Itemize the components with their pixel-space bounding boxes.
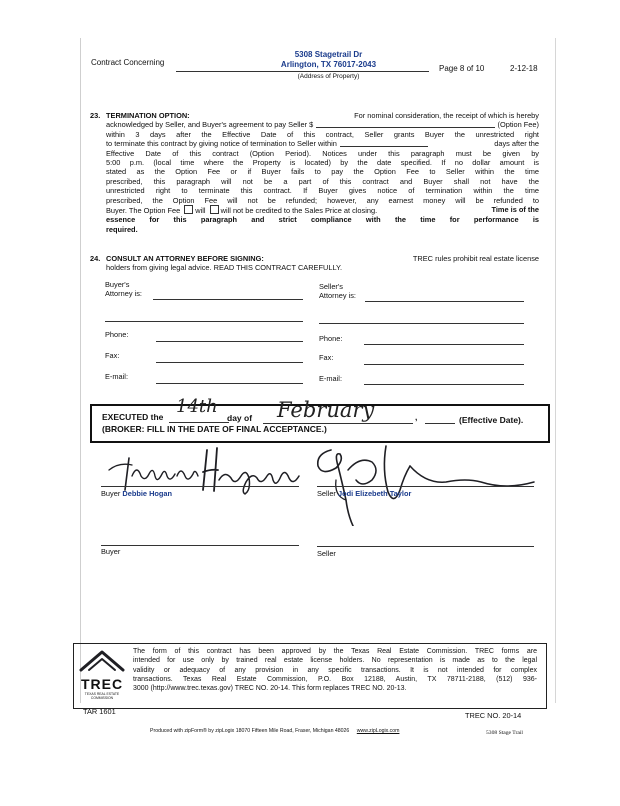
seller-signature-image — [276, 436, 541, 526]
seller-email-label: E-mail: — [319, 374, 342, 383]
address-underline — [176, 71, 429, 72]
executed-the-label: EXECUTED the — [102, 412, 164, 422]
option-fee-field[interactable] — [316, 120, 494, 127]
section-23-body: TERMINATION OPTION: For nominal consideration, the receipt of which is hereby acknowledged by Seller, and Buyer's agreement to pay Seller $ (Option Fee) within 3 days after the Effective Date of this contract, Seller grants Buyer the unrestricted right to terminate this contract by giving notice of termination to Seller within days after the Effective Date of this contract (Option Period). Notices under this paragraph must be given by 5:00 p.m. (local time where the Property is located) by the date specified. If no dollar amount is stated as the Option Fee or if Buyer fails to pay the Option Fee to Seller within the time prescribed, this paragraph will not be a part of this contract and Buyer shall not have the unrestricted right to terminate this contract. If Buyer gives notice of termination within the time prescribed, the Option Fee will not be refunded; however, any earnest money will be refunded to Buyer. The Option Fee will will not be credited to the Sales Price at closing. Time is of the essence for this paragraph and strict compliance with the time for performance is required. — [106, 111, 539, 234]
executed-year-field[interactable] — [425, 423, 455, 424]
seller-phone-label: Phone: — [319, 334, 343, 343]
buyer-phone-field[interactable] — [156, 341, 303, 342]
property-address-line1: 5308 Stagetrail Dr — [294, 50, 363, 59]
seller1-signature-line[interactable] — [317, 486, 534, 487]
contract-page: Contract Concerning 5308 Stagetrail Dr Arlington, TX 76017-2043 (Address of Property) Page 8 of 10 2-12-18 23. TERMINATION OPTION: For nominal consideration, the receipt of which is hereby acknowledged by Seller, and Buyer's agreement to pay Seller $ (Option Fee) within 3 days after the Effective Date of this contract, Seller grants Buyer the unrestricted right to terminate this contract by giving notice of termination to Seller within days after the Effective Date of this contract (Option Period). Notices under this paragraph must be given by 5:00 p.m. (local time where the Property is located) by the date specified. If no dollar amount is stated as the Option Fee or if Buyer fails to pay the Option Fee to Seller within the time prescribed, this paragraph will not be a part of this contract and Buyer shall not have the unrestricted right to terminate this contract. If Buyer gives notice of termination within the time prescribed, the Option Fee will not be refunded; however, any earnest money will be refunded to Buyer. The Option Fee will will not be credited to the Sales Price at closing. Time is of the essence for this paragraph and strict compliance with the time for performance is required. 24. CONSULT AN ATTORNEY BEFORE SIGNING: TREC rules prohibit real estate license holders from giving legal advice. READ THIS CONTRACT CAREFULLY. Buyer's Attorney is: Phone: Fax: E-mail: Seller's Attorney is: Phone: Fax: E-mail: EXECUTED the 14th day of February , (Effective Date). (BROKER: FILL IN THE DATE OF FINAL ACCEPTANCE.) Buyer Debbie Hogan Seller Jodi Elizebeth Taylor Buyer Seller TREC TEXAS REAL ESTATE COMMISSION The form of this contract has been approved by the Texas Real Estate Commission. TREC forms are intended for use only by trained real estate license holders. No representation is made as to the legal validity or adequacy of any provision in any specific transactions. It is not intended for complex transactions. Texas Real Estate Commission, P.O. Box 12188, Austin, TX 78711-2188, (512) 936- 3000 (http://www.trec.texas.gov) TREC NO. 20-14. This form replaces TREC NO. 20-13. — [80, 38, 556, 703]
buyer-attorney-field[interactable] — [153, 299, 303, 300]
buyer1-label: Buyer Debbie Hogan — [101, 489, 173, 498]
trec-logo: TREC TEXAS REAL ESTATE COMMISSION — [77, 648, 127, 703]
seller2-label: Seller — [317, 549, 336, 558]
seller1-label: Seller Jodi Elizebeth Taylor — [317, 489, 412, 498]
buyer1-signature-line[interactable] — [101, 486, 299, 487]
section-23-number: 23. — [90, 111, 101, 120]
section-24-title: CONSULT AN ATTORNEY BEFORE SIGNING: — [106, 254, 264, 263]
section-24-body: CONSULT AN ATTORNEY BEFORE SIGNING: TREC rules prohibit real estate license holders from giving legal advice. READ THIS CONTRACT CAREFULLY. — [106, 254, 539, 273]
page-number: Page 8 of 10 — [439, 64, 485, 73]
property-address-line2: Arlington, TX 76017-2043 — [280, 60, 377, 69]
buyer-attorney-label: Buyer's Attorney is: — [105, 280, 142, 299]
seller-attorney-field[interactable] — [365, 301, 524, 302]
trec-notice-text: The form of this contract has been approved by the Texas Real Estate Commission. TREC forms are intended for use only by trained real estate license holders. No representation is made as to the legal validity or adequacy of any provision in any specific transactions. It is not intended for complex transactions. Texas Real Estate Commission, P.O. Box 12188, Austin, TX 78711-2188, (512) 936- 3000 (http://www.trec.texas.gov) TREC NO. 20-14. This form replaces TREC NO. 20-13. — [133, 648, 537, 693]
buyer2-label: Buyer — [101, 547, 121, 556]
buyer-fax-label: Fax: — [105, 351, 120, 360]
address-caption: (Address of Property) — [297, 73, 360, 80]
day-of-label: day of — [227, 413, 253, 423]
broker-note: (BROKER: FILL IN THE DATE OF FINAL ACCEPTANCE.) — [102, 424, 327, 434]
seller1-name: Jodi Elizebeth Taylor — [337, 489, 412, 498]
ziplogix-link[interactable]: www.zipLogix.com — [356, 728, 400, 734]
form-date-code: 2-12-18 — [510, 64, 538, 73]
buyer1-name: Debbie Hogan — [122, 489, 173, 498]
file-label: 5308 Stage Trail — [486, 730, 523, 736]
section-24-number: 24. — [90, 254, 101, 263]
seller-phone-field[interactable] — [364, 344, 524, 345]
seller-attorney-field-2[interactable] — [319, 323, 524, 324]
buyer-fax-field[interactable] — [156, 362, 303, 363]
buyer2-signature-line[interactable] — [101, 545, 299, 546]
effective-date-label: (Effective Date). — [459, 415, 524, 425]
seller-email-field[interactable] — [364, 384, 524, 385]
trec-house-icon — [77, 648, 127, 672]
buyer-attorney-field-2[interactable] — [105, 321, 303, 322]
zipform-credit: Produced with zipForm® by zipLogix 18070 Fifteen Mile Road, Fraser, Michigan 48026 www.zipLogix.com — [150, 728, 400, 734]
executed-day-handwritten: 14th — [176, 396, 218, 417]
seller-fax-field[interactable] — [364, 364, 524, 365]
buyer-signature-image — [99, 436, 304, 496]
option-fee-will-checkbox[interactable] — [184, 205, 193, 214]
section-23-title: TERMINATION OPTION: — [106, 111, 190, 120]
trec-form-number: TREC NO. 20-14 — [465, 711, 522, 720]
seller-attorney-label: Seller's Attorney is: — [319, 282, 356, 301]
tar-form-number: TAR 1601 — [83, 707, 116, 716]
option-days-field[interactable] — [340, 139, 428, 146]
executed-month-handwritten: February — [277, 398, 375, 422]
seller2-signature-line[interactable] — [317, 546, 534, 547]
buyer-phone-label: Phone: — [105, 330, 129, 339]
option-fee-will-not-checkbox[interactable] — [210, 205, 219, 214]
executed-day-field[interactable] — [169, 422, 229, 423]
buyer-email-label: E-mail: — [105, 372, 128, 381]
buyer-email-field[interactable] — [156, 383, 303, 384]
contract-concerning-label: Contract Concerning — [91, 58, 165, 67]
seller-fax-label: Fax: — [319, 353, 334, 362]
